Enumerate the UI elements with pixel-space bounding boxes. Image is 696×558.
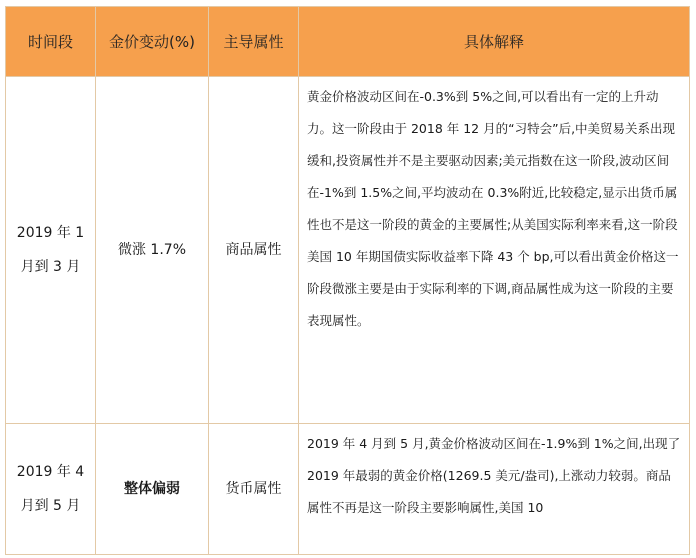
explanation-text: 2019 年 4 月到 5 月,黄金价格波动区间在-1.9%到 1%之间,出现了 2019 年最弱的黄金价格(1269.5 美元/盎司),上涨动力较弱。商品属性不再是这一阶段主要影响属性,美国 10 <box>307 436 681 515</box>
explanation-cell <box>299 424 690 555</box>
attribute-cell <box>209 77 299 424</box>
period-text: 2019 年 1 月到 3 月 <box>16 225 85 275</box>
attribute-cell <box>209 424 299 555</box>
explanation-clip <box>307 428 683 554</box>
period-cell <box>6 424 96 555</box>
table-row <box>6 424 690 555</box>
table-header-row <box>6 7 690 77</box>
price-change-text: 整体偏弱 <box>124 481 180 497</box>
explanation-text: 黄金价格波动区间在-0.3%到 5%之间,可以看出有一定的上升动力。这一阶段由于 2018 年 12 月的“习特会”后,中美贸易关系出现缓和,投资属性并不是主要驱动因素;美元指数在这一阶段,波动区间在-1%到 1.5%之间,平均波动在 0.3%附近,比较稳定,显示出货币属性也不是这一阶段的黄金的主要属性;从美国实际利率来看,这一阶段美国 10 年期国债实际收益率下降 43 个 bp,可以看出黄金价格这一阶段微涨主要是由于实际利率的下调,商品属性成为这一阶段的主要表现属性。 <box>307 89 679 328</box>
gold-price-attribute-table <box>5 6 690 555</box>
period-text: 2019 年 4 月到 5 月 <box>16 464 85 514</box>
explanation-cell <box>299 77 690 424</box>
attribute-text: 货币属性 <box>225 481 282 497</box>
attribute-text: 商品属性 <box>225 242 282 258</box>
price-change-text: 微涨 1.7% <box>117 242 187 258</box>
price-change-cell <box>96 424 209 555</box>
header-dominant-attribute: 主导属性 <box>209 7 299 77</box>
header-period: 时间段 <box>6 7 96 77</box>
period-cell <box>6 77 96 424</box>
header-price-change: 金价变动(%) <box>96 7 209 77</box>
price-change-cell <box>96 77 209 424</box>
header-explanation: 具体解释 <box>299 7 690 77</box>
table-row <box>6 77 690 424</box>
